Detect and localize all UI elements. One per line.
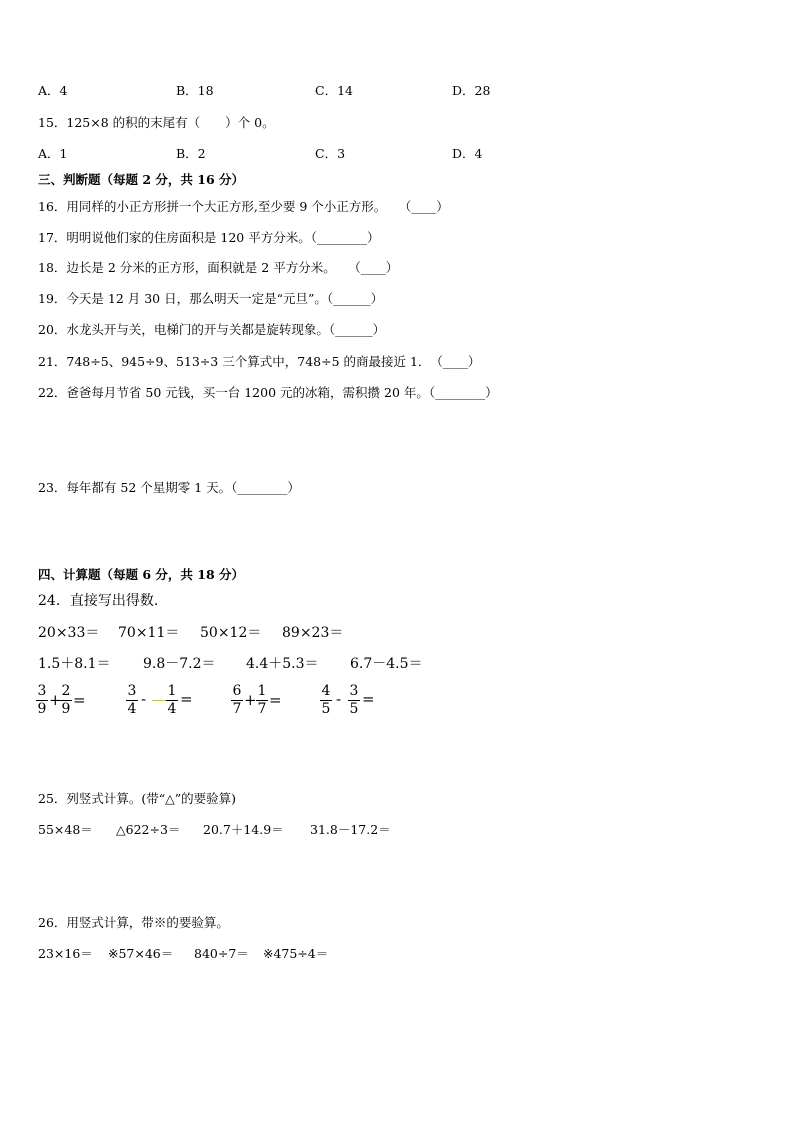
calc-item: 31.8－17.2＝: [310, 822, 391, 837]
calc-item: ※57×46＝: [108, 946, 174, 961]
question-23: 23．每年都有 52 个星期零 1 天。（________）: [38, 480, 300, 495]
q14-option-d: D．28: [452, 83, 491, 98]
calc-item: 23×16＝: [38, 946, 93, 961]
equals-sign: =: [362, 690, 375, 708]
question-17: 17．明明说他们家的住房面积是 120 平方分米。（________）: [38, 230, 380, 245]
minus-sign: -: [336, 690, 342, 708]
plus-sign: +: [244, 691, 257, 709]
q15-option-c: C．3: [315, 146, 346, 161]
question-24-title: 24．直接写出得数.: [38, 593, 159, 609]
fraction-3-9: 3 9: [37, 683, 47, 717]
calc-item: 50×12＝: [200, 625, 262, 641]
question-20: 20．水龙头开与关，电梯门的开与关都是旋转现象。（______）: [38, 322, 386, 337]
calc-item: 4.4＋5.3＝: [246, 656, 319, 672]
fraction-6-7: 6 7: [232, 683, 242, 717]
q15-option-b: B．2: [176, 146, 206, 161]
question-25-title: 25．列竖式计算。(带“△”的要验算): [38, 791, 237, 806]
fraction-1-7: 1 7: [257, 683, 267, 717]
question-19: 19．今天是 12 月 30 日，那么明天一定是“元旦”。（______）: [38, 291, 384, 306]
section-4-heading: 四、计算题（每题 6 分，共 18 分）: [38, 567, 245, 582]
q15-option-d: D．4: [452, 146, 483, 161]
q15-option-a: A．1: [38, 146, 68, 161]
equals-sign: =: [180, 690, 193, 708]
fraction-3-4: 3 4: [127, 683, 137, 717]
fraction-3-5: 3 5: [349, 683, 359, 717]
question-22: 22．爸爸每月节省 50 元钱，买一台 1200 元的冰箱，需积攒 20 年。（________）: [38, 385, 498, 400]
equals-sign: =: [269, 691, 282, 709]
section-3-heading: 三、判断题（每题 2 分，共 16 分）: [38, 172, 245, 187]
question-21: 21．748÷5、945÷9、513÷3 三个算式中，748÷5 的商最接近 1． （____）: [38, 354, 481, 369]
calc-item: 55×48＝: [38, 822, 93, 837]
highlight-mark: [152, 700, 166, 701]
calc-item: 1.5＋8.1＝: [38, 656, 111, 672]
fraction-4-5: 4 5: [321, 683, 331, 717]
question-15: 15．125×8 的积的末尾有（ ）个 0。: [38, 115, 275, 130]
plus-sign: +: [49, 691, 62, 709]
calc-item: 20×33＝: [38, 625, 100, 641]
calc-item: 840÷7＝: [194, 946, 249, 961]
equals-sign: =: [73, 691, 86, 709]
minus-sign: -: [141, 690, 147, 708]
fraction-2-9: 2 9: [61, 683, 71, 717]
question-26-title: 26．用竖式计算，带※的要验算。: [38, 915, 229, 930]
q14-option-c: C．14: [315, 83, 353, 98]
calc-item: 20.7＋14.9＝: [203, 822, 284, 837]
calc-item: 89×23＝: [282, 625, 344, 641]
calc-item: 6.7－4.5＝: [350, 656, 423, 672]
calc-item: △622÷3＝: [116, 822, 181, 837]
calc-item: ※475÷4＝: [263, 946, 329, 961]
q14-option-b: B．18: [176, 83, 214, 98]
fraction-1-4: 1 4: [167, 683, 177, 717]
q14-option-a: A．4: [38, 83, 68, 98]
question-18: 18．边长是 2 分米的正方形，面积就是 2 平方分米。 （____）: [38, 260, 399, 275]
question-16: 16．用同样的小正方形拼一个大正方形,至少要 9 个小正方形。 （____）: [38, 199, 449, 214]
calc-item: 70×11＝: [118, 625, 180, 641]
calc-item: 9.8－7.2＝: [143, 656, 216, 672]
